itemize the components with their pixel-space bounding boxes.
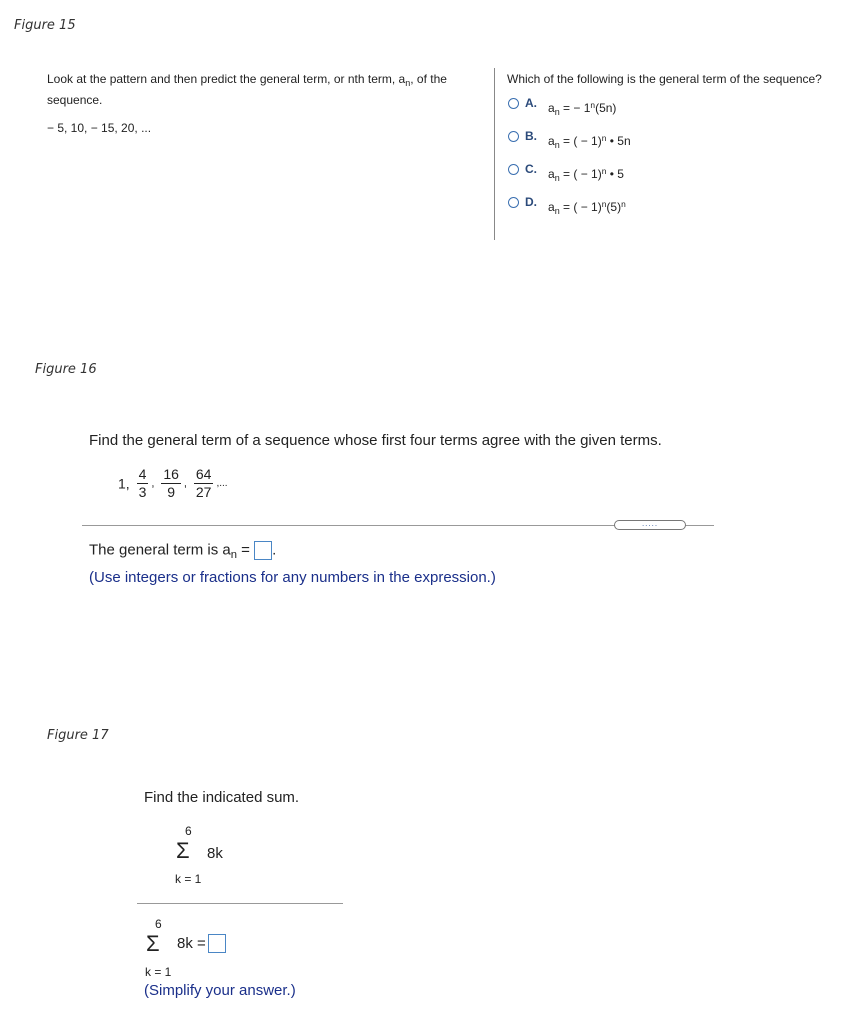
general-term-answer-input[interactable] [254,541,272,560]
figure-17-label: Figure 17 [47,728,109,743]
option-b-letter[interactable]: B. [525,129,537,143]
option-b-formula[interactable]: $a_n$ = ( − 1)$^n$ • 5n [548,133,631,151]
answer-upper-limit: 6 [155,917,162,931]
figure-15-prompt-line2: sequence. [47,93,103,107]
sigma-symbol: Σ [176,838,190,863]
option-d-formula[interactable]: $a_n$ = ( − $1)^n(5)^n$ [548,199,626,217]
option-a-letter[interactable]: A. [525,96,537,110]
option-d-letter[interactable]: D. [525,195,537,209]
option-b-radio[interactable] [508,131,519,142]
more-options-button[interactable]: ..... [614,520,686,530]
figure-15-question: Which of the following is the general term of the sequence? [507,72,822,86]
fraction-term: $\frac{16}{9}$ [163,466,179,500]
option-c-letter[interactable]: C. [525,162,537,176]
figure-16-label: Figure 16 [35,362,97,377]
sum-answer-row: 8k = [177,934,226,953]
first-term: 1, [118,475,130,492]
figure-16-prompt: Find the general term of a sequence whose first four terms agree with the given terms. [89,432,662,449]
panel-divider [494,68,495,240]
figure-15-label: Figure 15 [14,18,76,33]
general-term-answer-row: The general term is $a_n$ = . [89,541,277,562]
figure-16-hint: (Use integers or fractions for any numbers in the expression.) [89,569,496,586]
sum-lower-limit: k = 1 [175,872,202,886]
fraction-term: $\frac{64}{27}$ [195,466,212,500]
option-a-radio[interactable] [508,98,519,109]
option-a-formula[interactable]: $a_n$ = − $1^n(5n)$ [548,100,617,118]
fraction-term: $\frac{4}{3}$ [138,466,147,500]
option-c-radio[interactable] [508,164,519,175]
figure-17-hint: (Simplify your answer.) [144,982,296,999]
sum-term: 8k [207,845,223,862]
figure-17-prompt: Find the indicated sum. [144,789,300,806]
sum-answer-input[interactable] [208,934,226,953]
figure-15-prompt: Look at the pattern and then predict the general term, or nth term, $a_n$, of the [47,72,447,89]
option-d-radio[interactable] [508,197,519,208]
sequence-terms: − 5, 10, − 15, 20, ... [47,121,152,135]
answer-lower-limit: k = 1 [145,965,172,979]
option-c-formula[interactable]: $a_n$ = ( − 1)$^n$ • 5 [548,166,624,184]
given-terms: 1, $\frac{4}{3}$ , $\frac{16}{9}$ , $\frac{64}{27}$ ,... [118,466,228,500]
sum-divider [137,903,343,904]
answer-sigma-symbol: Σ [146,931,160,956]
sum-upper-limit: 6 [185,824,192,838]
